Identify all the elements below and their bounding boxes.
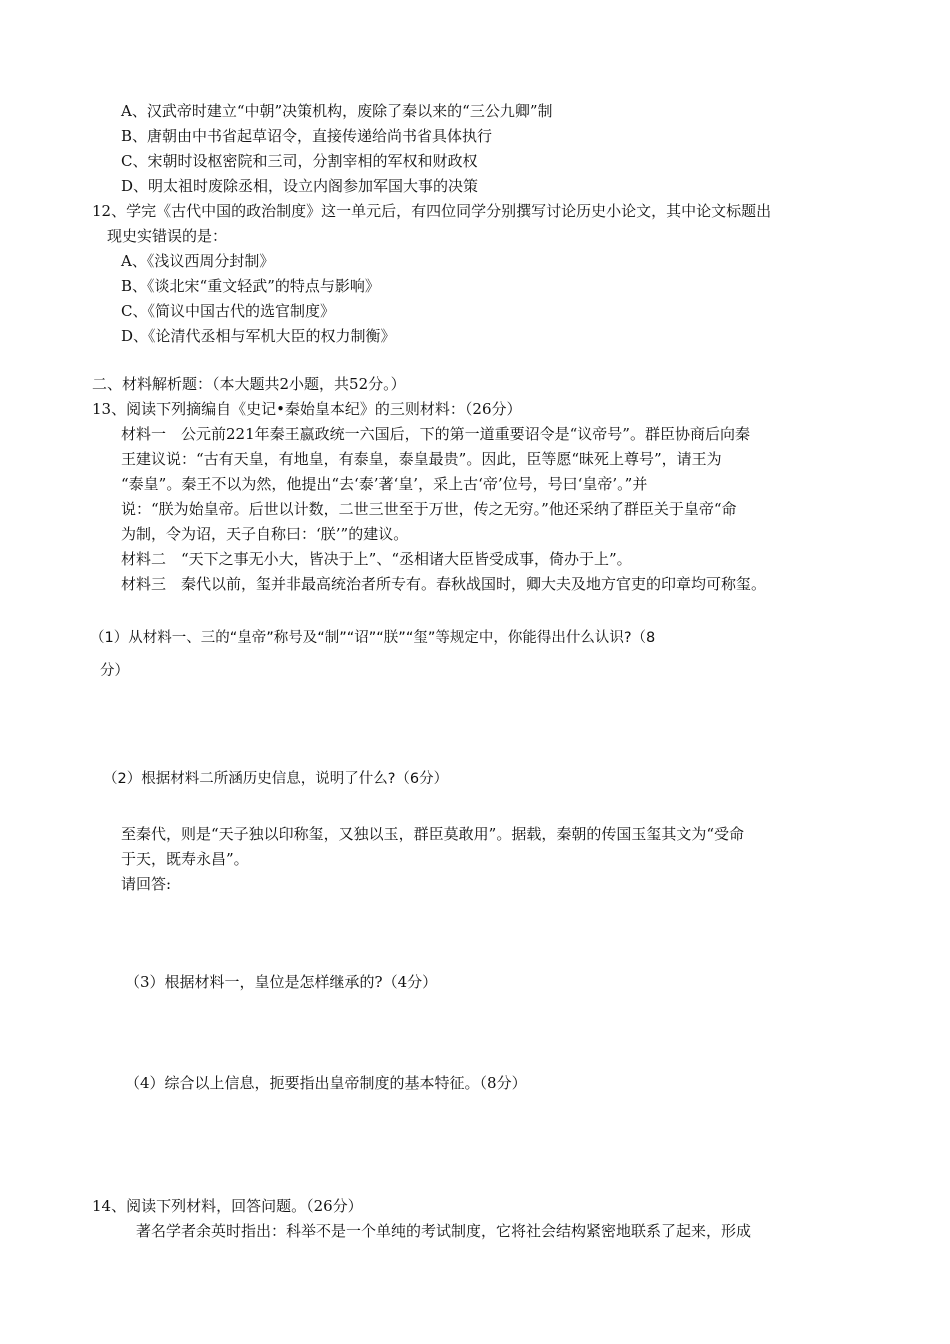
q12-option-a: A、《浅议西周分封制》 — [121, 252, 275, 270]
q12-option-d: D、《论清代丞相与军机大臣的权力制衡》 — [121, 327, 396, 345]
q11-option-b: B、唐朝由中书省起草诏令，直接传递给尚书省具体执行 — [121, 127, 493, 145]
q13-continuation-line: 至秦代，则是“天子独以印称玺，又独以玉，群臣莫敢用”。据载，秦朝的传国玉玺其文为“受命 — [121, 825, 745, 843]
q12-option-b: B、《谈北宋“重文轻武”的特点与影响》 — [121, 277, 380, 295]
q13-stem: 13、阅读下列摘编自《史记•秦始皇本纪》的三则材料：（26分） — [92, 400, 522, 418]
q14-material-line: 著名学者余英时指出：科举不是一个单纯的考试制度，它将社会结构紧密地联系了起来，形成 — [136, 1222, 752, 1240]
q13-sub-question-4: （4）综合以上信息，扼要指出皇帝制度的基本特征。（8分） — [125, 1074, 527, 1092]
q13-sub-question-2: （2）根据材料二所涵历史信息，说明了什么?（6分） — [103, 771, 449, 787]
q13-please-answer: 请回答: — [121, 875, 172, 893]
q11-option-d: D、明太祖时废除丞相，设立内阁参加军国大事的决策 — [121, 177, 479, 195]
q13-sub-question-1-cont: 分） — [100, 663, 129, 679]
q13-material1-line: 材料一 公元前221年秦王嬴政统一六国后，下的第一道重要诏令是“议帝号”。群臣协商后向秦 — [121, 425, 750, 443]
q11-option-a: A、汉武帝时建立“中朝”决策机构，废除了秦以来的“三公九卿”制 — [121, 102, 553, 120]
q11-option-c: C、宋朝时设枢密院和三司，分割宰相的军权和财政权 — [121, 152, 478, 170]
section-2-title: 二、材料解析题：（本大题共2小题，共52分。） — [92, 375, 406, 393]
q13-material3: 材料三 秦代以前，玺并非最高统治者所专有。春秋战国时，卿大夫及地方官吏的印章均可称玺。 — [121, 575, 767, 593]
q12-stem-line-2: 现史实错误的是： — [107, 227, 228, 245]
q14-stem: 14、阅读下列材料，回答问题。（26分） — [92, 1197, 363, 1215]
q13-continuation-line: 于天，既寿永昌”。 — [121, 850, 249, 868]
q12-stem-line-1: 12、学完《古代中国的政治制度》这一单元后，有四位同学分别撰写讨论历史小论文，其中论文标题出 — [92, 202, 772, 220]
q13-material1-line: 王建议说：“古有天皇，有地皇，有泰皇，泰皇最贵”。因此，臣等愿“昧死上尊号”，请王为 — [121, 450, 722, 468]
q13-sub-question-1: （1）从材料一、三的“皇帝”称号及“制”“诏”“朕”“玺”等规定中，你能得出什么认识?（8 — [90, 630, 656, 646]
q12-option-c: C、《简议中国古代的选官制度》 — [121, 302, 335, 320]
q13-material1-line: 说：“朕为始皇帝。后世以计数，二世三世至于万世，传之无穷。”他还采纳了群臣关于皇帝“命 — [121, 500, 737, 518]
q13-material2: 材料二 “天下之事无小大，皆决于上”、“丞相诸大臣皆受成事，倚办于上”。 — [121, 550, 632, 568]
q13-sub-question-3: （3）根据材料一，皇位是怎样继承的?（4分） — [125, 973, 438, 991]
q13-material1-line: “泰皇”。秦王不以为然，他提出“去‘泰’著‘皇’，采上古‘帝’位号，号曰‘皇帝’。”并 — [121, 475, 648, 493]
q13-material1-line: 为制，令为诏，天子自称曰：‘朕’”的建议。 — [121, 525, 409, 543]
